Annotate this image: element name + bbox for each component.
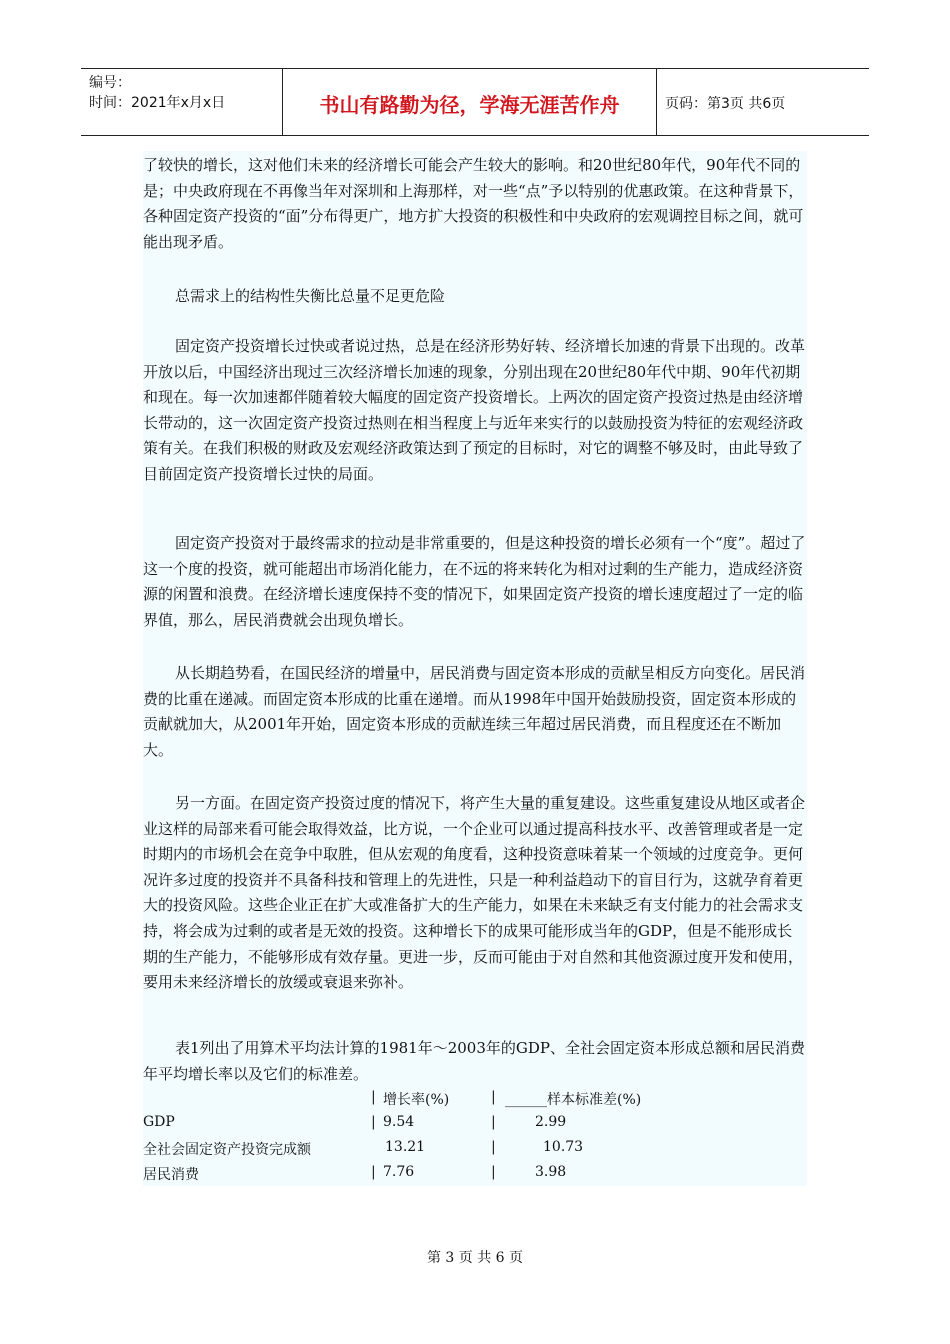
table-cell: GDP xyxy=(143,1114,175,1130)
header-meta xyxy=(89,73,279,113)
header-number-label: 编号： xyxy=(89,75,131,91)
column-separator: | xyxy=(491,1139,496,1155)
paragraph: 固定资产投资对于最终需求的拉动是非常重要的，但是这种投资的增长必须有一个“度”。超过了这一个度的投资，就可能超出市场消化能力，在不远的将来转化为相对过剩的生产能力，造成经济资源的闲置和浪费。在经济增长速度保持不变的情况下，如果固定资产投资的增长速度超过了一定的临界值，那么，居民消费就会出现负增长。 xyxy=(143,534,806,629)
paragraph: 了较快的增长，这对他们未来的经济增长可能会产生较大的影响。和20世纪80年代，90年代不同的是；中央政府现在不再像当年对深圳和上海那样，对一些“点”予以特别的优惠政策。在这种背景下，各种固定资产投资的“面”分布得更广，地方扩大投资的积极性和中央政府的宏观调控目标之间，就可能出现矛盾。 xyxy=(143,156,804,251)
header-page-label: 页码：第3页 共6页 xyxy=(665,96,786,112)
table-cell: 2.99 xyxy=(535,1114,567,1130)
document-body xyxy=(143,151,807,1186)
table-cell: 7.76 xyxy=(383,1164,415,1180)
paragraph: 固定资产投资增长过快或者说过热，总是在经济形势好转、经济增长加速的背景下出现的。改革开放以后，中国经济出现过三次经济增长加速的现象，分别出现在20世纪80年代中期、90年代初期和现在。每一次加速都伴随着较大幅度的固定资产投资增长。上两次的固定资产投资过热是由经济增长带动的，这一次固定资产投资过热则在相当程度上与近年来实行的以鼓励投资为特征的宏观经济政策有关。在我们积极的财政及宏观经济政策达到了预定的目标时，对它的调整不够及时，由此导致了目前固定资产投资增长过快的局面。 xyxy=(143,337,806,483)
section-heading: 总需求上的结构性失衡比总量不足更危险 xyxy=(175,287,446,305)
header-motto: 书山有路勤为径，学海无涯苦作舟 xyxy=(319,93,620,117)
table-header-cell: ______样本标准差(%) xyxy=(505,1092,642,1108)
table-cell: 9.54 xyxy=(383,1114,415,1130)
column-separator: | xyxy=(371,1114,376,1130)
table-row xyxy=(143,1160,807,1185)
column-separator: | xyxy=(491,1164,496,1180)
paragraph: 另一方面。在固定资产投资过度的情况下，将产生大量的重复建设。这些重复建设从地区或者企业这样的局部来看可能会取得效益，比方说，一个企业可以通过提高科技水平、改善管理或者是一定时期内的市场机会在竞争中取胜，但从宏观的角度看，这种投资意味着某一个领域的过度竞争。更何况许多过度的投资并不具备科技和管理上的先进性，只是一种利益趋动下的盲目行为，这就孕育着更大的投资风险。这些企业正在扩大或准备扩大的生产能力，如果在未来缺乏有支付能力的社会需求支持，将会成为过剩的或者是无效的投资。这种增长下的成果可能形成当年的GDP，但是不能形成长期的生产能力，不能够形成有效存量。更进一步，反而可能由于对自然和其他资源过度开发和使用，要用未来经济增长的放缓或衰退来弥补。 xyxy=(143,794,806,992)
table-row xyxy=(143,1135,807,1160)
column-separator: | xyxy=(371,1164,376,1180)
table-cell: 10.73 xyxy=(543,1139,584,1155)
paragraph: 表1列出了用算术平均法计算的1981年～2003年的GDP、全社会固定资本形成总额和居民消费年平均增长率以及它们的标准差。 xyxy=(143,1039,805,1083)
page-header xyxy=(81,68,869,136)
column-separator: | xyxy=(371,1089,376,1105)
table-cell: 居民消费 xyxy=(143,1167,199,1183)
header-time-label: 时间：2021年x月x日 xyxy=(89,95,226,111)
table-cell: 全社会固定资产投资完成额 xyxy=(143,1142,311,1158)
page-footer: 第 3 页 共 6 页 xyxy=(426,1250,524,1266)
column-separator: | xyxy=(491,1089,496,1105)
column-separator: | xyxy=(491,1114,496,1130)
growth-rate-table xyxy=(143,1085,807,1185)
table-row xyxy=(143,1110,807,1135)
table-cell: 13.21 xyxy=(385,1139,426,1155)
table-header-row xyxy=(143,1085,807,1110)
table-cell: 3.98 xyxy=(535,1164,567,1180)
header-divider xyxy=(656,69,657,135)
paragraph: 从长期趋势看，在国民经济的增量中，居民消费与固定资本形成的贡献呈相反方向变化。居民消费的比重在递减。而固定资本形成的比重在递增。而从1998年中国开始鼓励投资，固定资本形成的贡献就加大，从2001年开始，固定资本形成的贡献连续三年超过居民消费，而且程度还在不断加大。 xyxy=(143,664,806,759)
table-header-cell: 增长率(%) xyxy=(383,1092,450,1108)
